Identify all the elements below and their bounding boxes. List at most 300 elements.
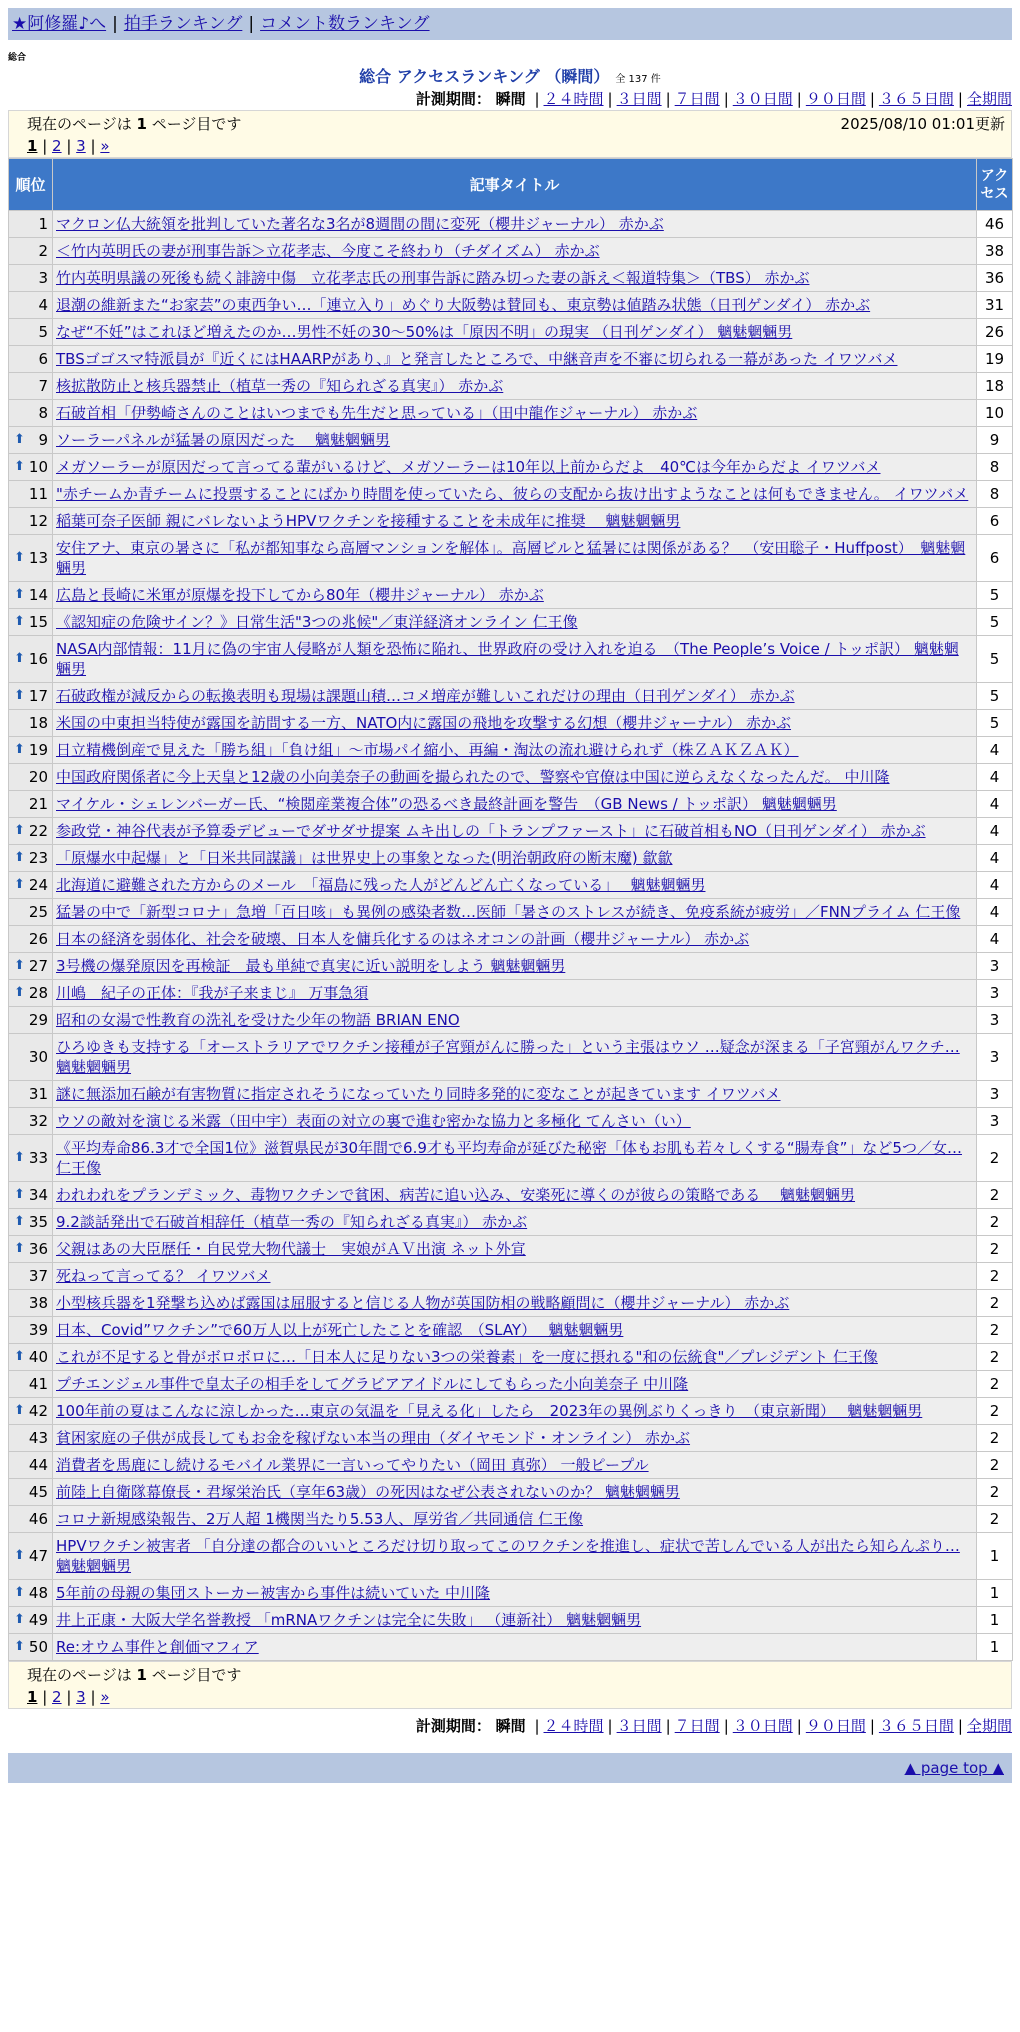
rank-number: 23 (28, 849, 48, 867)
table-row (9, 427, 1013, 454)
rank-number: 2 (38, 242, 48, 260)
current-page: 1 (27, 137, 38, 155)
article-link[interactable]: ソーラーパネルが猛暑の原因だった 魑魅魍魎男 (56, 431, 391, 449)
access-count: 4 (977, 926, 1013, 953)
rank-number: 28 (28, 984, 48, 1002)
page-link[interactable]: » (100, 1688, 110, 1706)
rank-cell (9, 427, 53, 454)
table-row (9, 582, 1013, 609)
up-arrow-icon: ⬆ (14, 850, 25, 865)
rank-cell (9, 238, 53, 265)
up-arrow-icon: ⬆ (14, 1585, 25, 1600)
separator: | (37, 137, 53, 155)
article-link[interactable]: 参政党・神谷代表が予算委デビューでダサダサ提案 ムキ出しの「トランプファースト」に石破首相もNO（日刊ゲンダイ） 赤かぶ (56, 822, 926, 840)
access-count: 4 (977, 791, 1013, 818)
up-arrow-icon: ⬆ (14, 651, 25, 666)
rank-cell (9, 1607, 53, 1634)
article-link[interactable]: プチエンジェル事件で皇太子の相手をしてグラビアアイドルにしてもらった小向美奈子 中川隆 (56, 1375, 689, 1393)
article-link[interactable]: 死ねって言ってる？ イワツバメ (56, 1267, 271, 1285)
access-count: 4 (977, 899, 1013, 926)
article-link[interactable]: 安住アナ、東京の暑さに「私が都知事なら高層マンションを解体」。高層ビルと猛暑には関係がある？ （安田聡子・Huffpost） 魑魅魍魎男 (56, 539, 966, 577)
page-link[interactable]: 3 (76, 1688, 86, 1706)
title-cell (53, 636, 977, 683)
period-option-link[interactable]: ２４時間 (543, 1717, 604, 1735)
article-link[interactable]: Re:オウム事件と創価マフィア (56, 1638, 259, 1656)
article-link[interactable]: メガソーラーが原因だって言ってる輩がいるけど、メガソーラーは10年以上前からだよ 40℃は今年からだよ イワツバメ (56, 458, 881, 476)
table-row (9, 1506, 1013, 1533)
rank-cell (9, 454, 53, 481)
page-title: 総合 アクセスランキング （瞬間） (359, 67, 610, 86)
rank-number: 27 (28, 957, 48, 975)
access-count: 4 (977, 764, 1013, 791)
home-link[interactable]: ★阿修羅♪へ (12, 14, 107, 34)
article-link[interactable]: 日本の経済を弱体化、社会を破壊、日本人を傭兵化するのはネオコンの計画（櫻井ジャーナル） 赤かぶ (56, 930, 750, 948)
header-title: 記事タイトル (53, 159, 977, 211)
rank-number: 49 (28, 1611, 48, 1629)
access-count: 9 (977, 427, 1013, 454)
title-cell (53, 1479, 977, 1506)
separator: | (61, 137, 77, 155)
period-current-bottom: 瞬間 (495, 1717, 526, 1735)
rank-cell (9, 980, 53, 1007)
up-arrow-icon: ⬆ (14, 823, 25, 838)
article-link[interactable]: 井上正康・大阪大学名誉教授 「mRNAワクチンは完全に失敗」 （連新社） 魑魅魍魎男 (56, 1611, 642, 1629)
article-link[interactable]: 石破首相「伊勢崎さんのことはいつまでも先生だと思っている」（田中龍作ジャーナル） 赤かぶ (56, 404, 698, 422)
up-arrow-icon: ⬆ (14, 1214, 25, 1229)
article-link[interactable]: ひろゆきも支持する「オーストラリアでワクチン接種が子宮頸がんに勝った」という主張はウソ …疑念が深まる「子宮頸がんワクチ… 魑魅魍魎男 (56, 1038, 960, 1076)
rank-number: 37 (28, 1267, 48, 1285)
rank-cell (9, 1290, 53, 1317)
access-count: 26 (977, 319, 1013, 346)
table-row (9, 1317, 1013, 1344)
up-arrow-icon: ⬆ (14, 742, 25, 757)
table-row (9, 1236, 1013, 1263)
article-link[interactable]: 貧困家庭の子供が成長してもお金を稼げない本当の理由（ダイヤモンド・オンライン） 赤かぶ (56, 1429, 691, 1447)
rank-cell (9, 818, 53, 845)
rank-cell (9, 1317, 53, 1344)
title-cell (53, 319, 977, 346)
article-link[interactable]: 猛暑の中で「新型コロナ」急増「百日咳」も異例の感染者数…医師「暑さのストレスが続き、免疫系統が疲労」／FNNプライム 仁王像 (56, 903, 961, 921)
title-cell (53, 1371, 977, 1398)
table-row (9, 535, 1013, 582)
table-row (9, 710, 1013, 737)
period-option-link[interactable]: ９０日間 (805, 90, 866, 108)
rank-number: 4 (38, 296, 48, 314)
access-count: 3 (977, 953, 1013, 980)
period-option-link[interactable]: ９０日間 (805, 1717, 866, 1735)
article-link[interactable]: これが不足すると骨がボロボロに…「日本人に足りない3つの栄養素」を一度に摂れる"和の伝統食"／プレジデント 仁王像 (56, 1348, 878, 1366)
rank-cell (9, 636, 53, 683)
access-count: 3 (977, 1108, 1013, 1135)
rank-cell (9, 737, 53, 764)
title-cell (53, 1398, 977, 1425)
access-count: 31 (977, 292, 1013, 319)
rank-cell (9, 1634, 53, 1661)
table-row (9, 346, 1013, 373)
rank-number: 45 (28, 1483, 48, 1501)
article-link[interactable]: 3号機の爆発原因を再検証 最も単純で真実に近い説明をしよう 魑魅魍魎男 (56, 957, 566, 975)
period-selector-bottom (8, 1715, 1012, 1737)
up-arrow-icon: ⬆ (14, 877, 25, 892)
page-link[interactable]: 2 (52, 1688, 62, 1706)
article-link[interactable]: 中国政府関係者に今上天皇と12歳の小向美奈子の動画を撮られたので、警察や官僚は中国に逆らえなくなったんだ。 中川隆 (56, 768, 890, 786)
title-cell (53, 346, 977, 373)
title-cell (53, 872, 977, 899)
period-option-link[interactable]: ７日間 (674, 1717, 720, 1735)
page-link[interactable]: » (100, 137, 110, 155)
rank-number: 40 (28, 1348, 48, 1366)
up-arrow-icon: ⬆ (14, 459, 25, 474)
access-count: 19 (977, 346, 1013, 373)
article-link[interactable]: 広島と長崎に米軍が原爆を投下してから80年（櫻井ジャーナル） 赤かぶ (56, 586, 544, 604)
article-link[interactable]: HPVワクチン被害者 「自分達の都合のいいところだけ切り取ってこのワクチンを推進し、症状で苦しんでいる人が出たら知らんぷり… 魑魅魍魎男 (56, 1537, 960, 1575)
separator: | (796, 1717, 802, 1735)
access-count: 1 (977, 1607, 1013, 1634)
rank-number: 46 (28, 1510, 48, 1528)
separator: | (869, 1717, 875, 1735)
separator: | (85, 137, 101, 155)
access-count: 2 (977, 1479, 1013, 1506)
rank-number: 17 (28, 687, 48, 705)
table-row (9, 1580, 1013, 1607)
pager-bottom (8, 1661, 1012, 1709)
table-row (9, 1398, 1013, 1425)
rank-number: 21 (28, 795, 48, 813)
rank-number: 10 (28, 458, 48, 476)
access-count: 3 (977, 1081, 1013, 1108)
rank-cell (9, 319, 53, 346)
article-link[interactable]: ウソの敵対を演じる米露（田中宇）表面の対立の裏で進む密かな協力と多極化 てんさい（い） (56, 1112, 691, 1130)
article-link[interactable]: ＜竹内英明氏の妻が刑事告訴＞立花孝志、今度こそ終わり（チダイズム） 赤かぶ (56, 242, 600, 260)
period-option-link[interactable]: 全期間 (966, 1717, 1012, 1735)
rank-cell (9, 211, 53, 238)
period-option-link[interactable]: ２４時間 (543, 90, 604, 108)
separator: | (61, 1688, 77, 1706)
period-option-link[interactable]: ３０日間 (732, 1717, 793, 1735)
access-count: 46 (977, 211, 1013, 238)
article-link[interactable]: 核拡散防止と核兵器禁止（植草一秀の『知られざる真実』） 赤かぶ (56, 377, 504, 395)
up-arrow-icon: ⬆ (14, 1403, 25, 1418)
table-row (9, 980, 1013, 1007)
title-cell (53, 1108, 977, 1135)
header-access: アクセス (977, 159, 1013, 211)
article-link[interactable]: 父親はあの大臣歴任・自民党大物代議士 実娘がＡＶ出演 ネット外宣 (56, 1240, 526, 1258)
rank-cell (9, 1479, 53, 1506)
title-cell (53, 609, 977, 636)
table-row (9, 238, 1013, 265)
table-row (9, 1108, 1013, 1135)
article-link[interactable]: 稲葉可奈子医師 親にバレないようHPVワクチンを接種することを未成年に推奨 魑魅魍魎男 (56, 512, 681, 530)
rank-cell (9, 1344, 53, 1371)
title-cell (53, 1263, 977, 1290)
period-option-link[interactable]: ７日間 (674, 90, 720, 108)
table-row (9, 1607, 1013, 1634)
total-count: 全 137 件 (615, 74, 661, 85)
title-cell (53, 1607, 977, 1634)
article-link[interactable]: 《平均寿命86.3才で全国1位》滋賀県民が30年間で6.9才も平均寿命が延びた秘密「体もお肌も若々しくする“腸寿食”」など5つ／女… 仁王像 (56, 1139, 962, 1177)
article-link[interactable]: マクロン仏大統領を批判していた著名な3名が8週間の間に変死（櫻井ジャーナル） 赤かぶ (56, 215, 664, 233)
rank-cell (9, 1425, 53, 1452)
rank-cell (9, 1236, 53, 1263)
rank-number: 9 (38, 431, 48, 449)
title-cell (53, 454, 977, 481)
title-cell (53, 1290, 977, 1317)
table-row (9, 373, 1013, 400)
up-arrow-icon: ⬆ (14, 550, 25, 565)
title-cell (53, 845, 977, 872)
access-count: 36 (977, 265, 1013, 292)
title-cell (53, 535, 977, 582)
ranking-table (8, 158, 1013, 1661)
rank-number: 39 (28, 1321, 48, 1339)
separator: | (665, 1717, 671, 1735)
rank-cell (9, 926, 53, 953)
up-arrow-icon: ⬆ (14, 958, 25, 973)
access-count: 4 (977, 818, 1013, 845)
comment-ranking-link[interactable]: コメント数ランキング (260, 14, 430, 34)
period-option-link[interactable]: ３６５日間 (878, 90, 954, 108)
access-count: 6 (977, 535, 1013, 582)
table-row (9, 872, 1013, 899)
article-link[interactable]: 5年前の母親の集団ストーカー被害から事件は続いていた 中川隆 (56, 1584, 491, 1602)
title-cell (53, 400, 977, 427)
rank-number: 14 (28, 586, 48, 604)
rank-cell (9, 481, 53, 508)
current-page: 1 (27, 1688, 38, 1706)
period-option-link[interactable]: ３６５日間 (878, 1717, 954, 1735)
rank-number: 26 (28, 930, 48, 948)
page (8, 8, 1012, 1783)
access-count: 2 (977, 1317, 1013, 1344)
rank-cell (9, 265, 53, 292)
access-count: 2 (977, 1209, 1013, 1236)
rank-number: 8 (38, 404, 48, 422)
table-row (9, 319, 1013, 346)
access-count: 18 (977, 373, 1013, 400)
rank-cell (9, 710, 53, 737)
article-link[interactable]: なぜ“不妊”はこれほど増えたのか…男性不妊の30～50%は「原因不明」の現実 （日刊ゲンダイ） 魑魅魍魎男 (56, 323, 793, 341)
table-row (9, 1371, 1013, 1398)
page-top-link[interactable]: ▲ page top ▲ (904, 1759, 1004, 1777)
separator: | (534, 1717, 540, 1735)
rank-cell (9, 1506, 53, 1533)
rank-number: 7 (38, 377, 48, 395)
access-count: 3 (977, 980, 1013, 1007)
up-arrow-icon: ⬆ (14, 1349, 25, 1364)
rank-number: 18 (28, 714, 48, 732)
article-link[interactable]: 昭和の女湯で性教育の洗礼を受けた少年の物語 BRIAN ENO (56, 1011, 460, 1029)
article-link[interactable]: 退潮の維新また“お家芸”の東西争い…「連立入り」めぐり大阪勢は賛同も、東京勢は値踏み状態（日刊ゲンダイ） 赤かぶ (56, 296, 871, 314)
period-option-link[interactable]: ３０日間 (732, 90, 793, 108)
rank-number: 20 (28, 768, 48, 786)
rank-number: 25 (28, 903, 48, 921)
heading (8, 66, 1012, 88)
rank-number: 34 (28, 1186, 48, 1204)
rank-number: 47 (28, 1547, 48, 1565)
table-row (9, 292, 1013, 319)
title-cell (53, 1580, 977, 1607)
title-cell (53, 737, 977, 764)
table-row (9, 845, 1013, 872)
rank-number: 43 (28, 1429, 48, 1447)
access-count: 2 (977, 1425, 1013, 1452)
table-row (9, 1209, 1013, 1236)
article-link[interactable]: 「原爆水中起爆」と「日米共同謀議」は世界史上の事象となった(明治朝政府の断末魔) 歙歙 (56, 849, 673, 867)
page-link[interactable]: 3 (76, 137, 86, 155)
rank-cell (9, 1533, 53, 1580)
article-link[interactable]: 日立精機倒産で見えた「勝ち組」「負け組」～市場パイ縮小、再編・淘汰の流れ避けられず（株ＺＡＫＺＡＫ） (56, 741, 799, 759)
table-row (9, 1182, 1013, 1209)
title-cell (53, 1452, 977, 1479)
rank-cell (9, 1452, 53, 1479)
clap-ranking-link[interactable]: 拍手ランキング (123, 14, 243, 34)
access-count: 5 (977, 710, 1013, 737)
access-count: 6 (977, 508, 1013, 535)
title-cell (53, 953, 977, 980)
article-link[interactable]: 9.2談話発出で石破首相辞任（植草一秀の『知られざる真実』） 赤かぶ (56, 1213, 528, 1231)
title-cell (53, 980, 977, 1007)
article-link[interactable]: 米国の中東担当特使が露国を訪問する一方、NATO内に露国の飛地を攻撃する幻想（櫻井ジャーナル） 赤かぶ (56, 714, 792, 732)
title-cell (53, 683, 977, 710)
title-cell (53, 1506, 977, 1533)
article-link[interactable]: 100年前の夏はこんなに涼しかった…東京の気温を「見える化」したら 2023年の異例ぶりくっきり （東京新聞） 魑魅魍魎男 (56, 1402, 923, 1420)
separator: | (796, 90, 802, 108)
access-count: 3 (977, 1034, 1013, 1081)
article-link[interactable]: 消費者を馬鹿にし続けるモバイル業界に一言いってやりたい（岡田 真弥） 一般ピープル (56, 1456, 649, 1474)
up-arrow-icon: ⬆ (14, 1639, 25, 1654)
rank-number: 44 (28, 1456, 48, 1474)
rank-number: 15 (28, 613, 48, 631)
access-count: 8 (977, 454, 1013, 481)
period-current: 瞬間 (495, 90, 526, 108)
article-link[interactable]: 北海道に避難された方からのメール 「福島に残った人がどんどん亡くなっている」 魑魅魍魎男 (56, 876, 706, 894)
access-count: 5 (977, 582, 1013, 609)
table-row (9, 791, 1013, 818)
rank-number: 31 (28, 1085, 48, 1103)
separator: | (869, 90, 875, 108)
rank-number: 11 (28, 485, 48, 503)
title-cell (53, 238, 977, 265)
rank-number: 29 (28, 1011, 48, 1029)
separator: | (607, 1717, 613, 1735)
table-row (9, 683, 1013, 710)
access-count: 5 (977, 609, 1013, 636)
rank-number: 48 (28, 1584, 48, 1602)
table-row (9, 1344, 1013, 1371)
access-count: 2 (977, 1263, 1013, 1290)
rank-number: 13 (28, 549, 48, 567)
title-cell (53, 427, 977, 454)
table-row (9, 609, 1013, 636)
access-count: 2 (977, 1371, 1013, 1398)
article-link[interactable]: 小型核兵器を1発撃ち込めば露国は屈服すると信じる人物が英国防相の戦略顧問に（櫻井ジャーナル） 赤かぶ (56, 1294, 790, 1312)
rank-number: 5 (38, 323, 48, 341)
rank-cell (9, 1263, 53, 1290)
access-count: 2 (977, 1398, 1013, 1425)
period-option-link[interactable]: ３日間 (616, 1717, 662, 1735)
access-count: 2 (977, 1506, 1013, 1533)
access-count: 38 (977, 238, 1013, 265)
table-row (9, 1034, 1013, 1081)
rank-cell (9, 373, 53, 400)
up-arrow-icon: ⬆ (14, 432, 25, 447)
rank-cell (9, 1034, 53, 1081)
header-rank: 順位 (9, 159, 53, 211)
breadcrumb: 総合 (8, 53, 27, 63)
title-cell (53, 373, 977, 400)
article-link[interactable]: コロナ新規感染報告、2万人超 1機関当たり5.53人、厚労省／共同通信 仁王像 (56, 1510, 584, 1528)
rank-number: 42 (28, 1402, 48, 1420)
table-row (9, 1533, 1013, 1580)
article-link[interactable]: TBSゴゴスマ特派員が『近くにはHAARPがあり、』と発言したところで、中継音声を不審に切られる一幕があった イワツバメ (56, 350, 898, 368)
rank-cell (9, 899, 53, 926)
up-arrow-icon: ⬆ (14, 688, 25, 703)
rank-number: 35 (28, 1213, 48, 1231)
top-nav-bar: ★阿修羅♪へ | 拍手ランキング | コメント数ランキング (8, 8, 1012, 40)
rank-cell (9, 400, 53, 427)
article-link[interactable]: マイケル・シェレンバーガー氏、“検閲産業複合体”の恐るべき最終計画を警告 （GB News / トッポ訳） 魑魅魍魎男 (56, 795, 837, 813)
separator: | (665, 90, 671, 108)
rank-number: 24 (28, 876, 48, 894)
footer-bar (8, 1753, 1012, 1783)
page-links (27, 135, 1005, 157)
title-cell (53, 265, 977, 292)
table-row (9, 636, 1013, 683)
rank-cell (9, 292, 53, 319)
rank-cell (9, 872, 53, 899)
access-count: 2 (977, 1236, 1013, 1263)
article-link[interactable]: 竹内英明県議の死後も続く誹謗中傷 立花孝志氏の刑事告訴に踏み切った妻の訴え＜報道特集＞（TBS） 赤かぶ (56, 269, 810, 287)
access-count: 5 (977, 636, 1013, 683)
article-link[interactable]: 謎に無添加石鹸が有害物質に指定されそうになっていたり同時多発的に変なことが起きています イワツバメ (56, 1085, 781, 1103)
table-row (9, 818, 1013, 845)
table-row (9, 1479, 1013, 1506)
rank-cell (9, 845, 53, 872)
article-link[interactable]: 《認知症の危険サイン？》日常生活"3つの兆候"／東洋経済オンライン 仁王像 (56, 613, 578, 631)
access-count: 4 (977, 737, 1013, 764)
access-count: 1 (977, 1580, 1013, 1607)
article-link[interactable]: "赤チームか青チームに投票することにばかり時間を使っていたら、彼らの支配から抜け出すようなことは何もできません。 イワツバメ (56, 485, 969, 503)
page-link[interactable]: 2 (52, 137, 62, 155)
title-cell (53, 211, 977, 238)
updated-time: 2025/08/10 01:01更新 (840, 115, 1005, 133)
separator: | (957, 1717, 963, 1735)
access-count: 1 (977, 1533, 1013, 1580)
article-link[interactable]: 川嶋 紀子の正体：『我が子来まじ』 万事急須 (56, 984, 369, 1002)
title-cell (53, 1182, 977, 1209)
article-link[interactable]: NASA内部情報：11月に偽の宇宙人侵略が人類を恐怖に陥れ、世界政府の受け入れを迫る （The People’s Voice / トッポ訳） 魑魅魍魎男 (56, 640, 959, 678)
article-link[interactable]: 日本、Covid”ワクチン”で60万人以上が死亡したことを確認 （SLAY） 魑魅魍魎男 (56, 1321, 624, 1339)
separator: | (723, 1717, 729, 1735)
title-cell (53, 764, 977, 791)
article-link[interactable]: 石破政権が減反からの転換表明も現場は課題山積…コメ増産が難しいこれだけの理由（日刊ゲンダイ） 赤かぶ (56, 687, 795, 705)
rank-cell (9, 764, 53, 791)
period-option-link[interactable]: ３日間 (616, 90, 662, 108)
rank-cell (9, 1081, 53, 1108)
period-option-link[interactable]: 全期間 (966, 90, 1012, 108)
access-count: 2 (977, 1135, 1013, 1182)
table-row (9, 1263, 1013, 1290)
access-count: 5 (977, 683, 1013, 710)
rank-number: 50 (28, 1638, 48, 1656)
title-cell (53, 1533, 977, 1580)
article-link[interactable]: 前陸上自衛隊幕僚長・君塚栄治氏（享年63歳）の死因はなぜ公表されないのか？ 魑魅魍魎男 (56, 1483, 680, 1501)
rank-number: 22 (28, 822, 48, 840)
article-link[interactable]: われわれをプランデミック、毒物ワクチンで貧困、病苦に追い込み、安楽死に導くのが彼らの策略である 魑魅魍魎男 (56, 1186, 856, 1204)
rank-number: 33 (28, 1149, 48, 1167)
title-cell (53, 292, 977, 319)
table-row (9, 764, 1013, 791)
